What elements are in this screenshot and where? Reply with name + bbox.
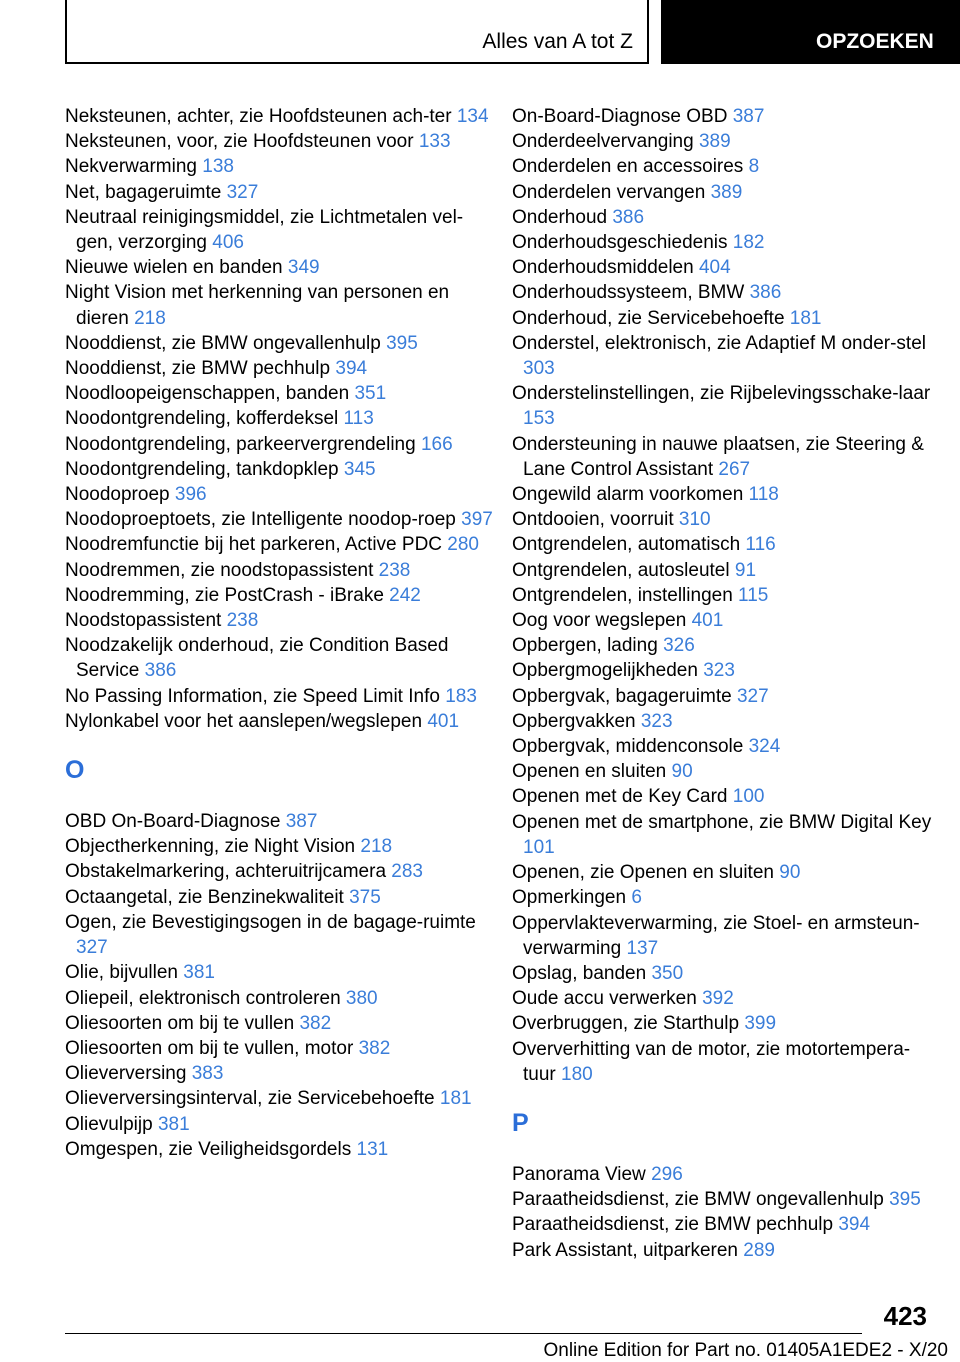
index-entry (512, 1187, 937, 1212)
index-entry-text: Noodremmen, zie noodstopassistent (65, 559, 374, 581)
index-entry (512, 306, 937, 331)
index-entry-text: On-Board-Diagnose OBD (512, 106, 728, 127)
index-entry-text: Openen en sluiten (512, 761, 667, 783)
index-entry (512, 633, 937, 658)
index-entry-page-link[interactable]: 242 (389, 584, 421, 606)
index-entry-page-link[interactable]: 345 (343, 458, 376, 480)
index-entry (65, 1036, 495, 1061)
index-entry-page-link[interactable]: 303 (523, 358, 555, 380)
index-entry-page-link[interactable]: 8 (748, 156, 760, 178)
index-entry (512, 558, 937, 583)
index-entry-page-link[interactable]: 115 (738, 584, 769, 606)
index-entry-page-link[interactable]: 351 (354, 383, 387, 405)
index-entry (512, 1011, 937, 1036)
index-entry-page-link[interactable]: 90 (671, 761, 693, 783)
index-entry-page-link[interactable]: 180 (561, 1063, 593, 1085)
index-column-right (512, 104, 937, 1263)
header-tab-opzoeken[interactable] (661, 0, 960, 64)
index-entry-page-link[interactable]: 395 (889, 1189, 921, 1211)
index-entry-text: Onderhoud, zie Servicebehoefte (512, 307, 785, 329)
footer-edition: Online Edition for Part no. 01405A1EDE2 - X/20 (543, 1340, 948, 1361)
index-entry-text: Onderhoudsgeschiedenis (512, 232, 728, 254)
index-entry-page-link[interactable]: 381 (157, 1113, 190, 1135)
index-entry (65, 684, 495, 709)
index-entry-text: Paraatheidsdienst, zie BMW pechhulp (512, 1214, 834, 1236)
index-entry (512, 331, 937, 381)
index-entry (65, 834, 495, 859)
index-entry-page-link[interactable]: 350 (651, 962, 684, 984)
index-entry-page-link[interactable]: 386 (749, 282, 782, 304)
index-entry-page-link[interactable]: 138 (202, 156, 234, 178)
index-entry-text: Park Assistant, uitparkeren (512, 1239, 738, 1261)
page-number: 423 (883, 1301, 927, 1331)
index-entry (512, 1238, 937, 1263)
index-entry (512, 608, 937, 633)
index-entry-text: Obstakelmarkering, achteruitrijcamera (65, 861, 387, 883)
index-entry-text: Opbergvak, bagageruimte (512, 685, 732, 707)
index-entry-page-link[interactable]: 238 (378, 559, 411, 581)
index-entry (65, 457, 495, 482)
index-entry (512, 658, 937, 683)
index-entry-page-link[interactable]: 389 (710, 181, 743, 203)
index-entry-page-link[interactable]: 310 (678, 509, 711, 531)
index-entry (512, 180, 937, 205)
index-entry-text: Objectherkenning, zie Night Vision (65, 836, 356, 858)
index-entry-page-link[interactable]: 296 (651, 1163, 683, 1185)
index-entry-page-link[interactable]: 153 (523, 408, 555, 430)
index-entry-page-link[interactable]: 133 (418, 131, 451, 153)
index-entry (512, 684, 937, 709)
index-entry-text: Overbruggen, zie Starthulp (512, 1013, 740, 1035)
index-entry-page-link[interactable]: 218 (360, 836, 393, 858)
index-entry-page-link[interactable]: 383 (191, 1063, 224, 1085)
index-entry (65, 381, 495, 406)
index-entry (65, 129, 495, 154)
index-entry-text: Oliepeil, elektronisch controleren (65, 987, 341, 1009)
index-entry (65, 709, 495, 734)
index-entry-text: Onderstelinstellingen, zie Rijbelevingsschake-laar (512, 383, 931, 405)
index-entry-page-link[interactable]: 396 (174, 484, 207, 506)
index-entry-text: Ogen, zie Bevestigingsogen in de bagage-ruimte (65, 911, 476, 933)
index-entry-page-link[interactable]: 382 (358, 1037, 391, 1059)
index-entry (65, 331, 495, 356)
index-entry (65, 205, 495, 255)
header-section-title: Alles van A tot Z (482, 30, 633, 53)
index-entry-text: Noodloopeigenschappen, banden (65, 383, 350, 405)
index-entry-page-link[interactable]: 327 (736, 685, 769, 707)
index-entry (65, 406, 495, 431)
index-column-left (65, 104, 495, 1162)
index-entry-text: Nooddienst, zie BMW ongevallenhulp (65, 332, 381, 354)
index-entry-page-link[interactable]: 380 (345, 987, 378, 1009)
index-entry (65, 809, 495, 834)
index-entry-text: Noodontgrendeling, kofferdeksel (65, 408, 339, 430)
index-entry-page-link[interactable]: 289 (743, 1239, 775, 1261)
index-entry-text: Opmerkingen (512, 887, 627, 909)
index-entry-text: Oliesoorten om bij te vullen (65, 1012, 295, 1034)
index-entry (65, 960, 495, 985)
index-entry-page-link[interactable]: 137 (626, 937, 659, 959)
index-entry-text: Onderdelen en accessoires (512, 156, 744, 178)
index-entry-page-link[interactable]: 326 (663, 635, 695, 657)
index-entry (65, 859, 495, 884)
index-entry-text: Onderdeelvervanging (512, 131, 694, 153)
index-entry (512, 784, 937, 809)
index-letter-o: O (65, 756, 85, 785)
index-entry-text: Olievulpijp (65, 1113, 153, 1135)
index-entry (65, 507, 495, 532)
index-entry (512, 507, 937, 532)
index-entry (65, 356, 495, 381)
index-group-p (512, 1162, 937, 1263)
index-entry (512, 810, 937, 860)
index-entry (512, 734, 937, 759)
index-entry-text: Oog voor wegslepen (512, 610, 687, 632)
index-entry-page-link[interactable]: 283 (391, 861, 423, 883)
index-entry-text: No Passing Information, zie Speed Limit Info (65, 685, 440, 707)
index-entry (65, 532, 495, 557)
index-entry-page-link[interactable]: 327 (76, 937, 108, 959)
index-entry (512, 911, 937, 961)
index-entry-text: Neksteunen, voor, zie Hoofdsteunen voor (65, 131, 414, 153)
index-entry-page-link[interactable]: 386 (612, 206, 645, 228)
index-entry-text: Openen, zie Openen en sluiten (512, 862, 774, 884)
index-entry-text: Nieuwe wielen en banden (65, 257, 283, 279)
index-entry-text: Octaangetal, zie Benzinekwaliteit (65, 886, 344, 908)
index-entry-text: Net, bagageruimte (65, 181, 222, 203)
index-entry-text: Olieverversing (65, 1063, 187, 1085)
index-entry-page-link[interactable]: 387 (285, 811, 318, 833)
index-entry (65, 180, 495, 205)
index-entry-text: Noodoproeptoets, zie Intelligente noodop-roep (65, 509, 456, 531)
index-entry-page-link[interactable]: 166 (420, 433, 453, 455)
index-entry (512, 482, 937, 507)
index-entry (512, 759, 937, 784)
index-entry-text: Onderhoud (512, 206, 608, 228)
index-entry (512, 432, 937, 482)
index-entry-page-link[interactable]: 6 (631, 887, 642, 909)
index-entry-page-link[interactable]: 394 (335, 358, 368, 380)
index-entry (512, 532, 937, 557)
index-entry (512, 1037, 937, 1087)
footer-divider (65, 1333, 862, 1334)
index-entry-text: Oververhitting van de motor, zie motortempera-tuur (512, 1038, 911, 1085)
index-entry (512, 104, 937, 129)
index-entry-text: Noodontgrendeling, tankdopklep (65, 458, 339, 480)
index-entry-page-link[interactable]: 218 (134, 307, 166, 329)
index-entry-text: Ontdooien, voorruit (512, 509, 674, 531)
index-entry-text: Oppervlakteverwarming, zie Stoel- en armsteun-verwarming (512, 912, 920, 959)
index-entry (65, 608, 495, 633)
index-entry (512, 381, 937, 431)
index-entry-text: Panorama View (512, 1163, 646, 1185)
index-entry-page-link[interactable]: 100 (732, 786, 765, 808)
index-entry-text: Onderhoudssysteem, BMW (512, 282, 745, 304)
index-entry (512, 961, 937, 986)
index-entry-page-link[interactable]: 116 (745, 534, 776, 556)
index-group-o-continued (512, 104, 937, 1087)
index-group-n (65, 104, 495, 734)
index-entry-text: Noodstopassistent (65, 610, 222, 632)
index-entry-text: Opbergen, lading (512, 635, 658, 657)
index-entry-text: Night Vision met herkenning van personen en dieren (65, 282, 450, 329)
index-entry-page-link[interactable]: 394 (838, 1214, 871, 1236)
index-entry-page-link[interactable]: 401 (691, 610, 724, 632)
index-entry-text: Ontgrendelen, automatisch (512, 534, 741, 556)
index-entry-text: Neksteunen, achter, zie Hoofdsteunen ach-ter (65, 106, 452, 127)
index-entry-text: Ongewild alarm voorkomen (512, 484, 744, 506)
index-entry (512, 129, 937, 154)
index-entry (65, 432, 495, 457)
index-entry-text: Noodzakelijk onderhoud, zie Condition Based Service (65, 635, 449, 682)
index-entry (512, 255, 937, 280)
index-entry-page-link[interactable]: 324 (748, 736, 781, 758)
index-entry-text: Noodoproep (65, 484, 170, 506)
index-entry-page-link[interactable]: 389 (698, 131, 731, 153)
header-section-box (65, 0, 649, 64)
index-entry (65, 1137, 495, 1162)
index-entry-text: Olieverversingsinterval, zie Servicebehoefte (65, 1088, 435, 1110)
index-entry (65, 1086, 495, 1111)
index-entry (512, 986, 937, 1011)
index-entry-page-link[interactable]: 90 (779, 862, 801, 884)
index-entry-text: Omgespen, zie Veiligheidsgordels (65, 1138, 352, 1160)
header-tab-label: OPZOEKEN (816, 30, 934, 53)
index-entry (65, 1061, 495, 1086)
index-entry-page-link[interactable]: 181 (789, 307, 822, 329)
index-entry-page-link[interactable]: 386 (144, 660, 177, 682)
index-entry-page-link[interactable]: 399 (744, 1013, 777, 1035)
index-entry-page-link[interactable]: 395 (386, 332, 418, 354)
index-entry-page-link[interactable]: 182 (732, 232, 765, 254)
index-entry-page-link[interactable]: 392 (702, 988, 734, 1010)
index-entry-page-link[interactable]: 397 (461, 509, 493, 531)
index-entry-page-link[interactable]: 181 (439, 1088, 472, 1110)
index-entry-page-link[interactable]: 238 (226, 610, 259, 632)
index-entry-page-link[interactable]: 280 (447, 534, 479, 556)
index-entry-text: Noodremfunctie bij het parkeren, Active PDC (65, 534, 443, 556)
index-entry-page-link[interactable]: 134 (456, 106, 489, 127)
index-entry (512, 885, 937, 910)
index-entry (512, 205, 937, 230)
index-entry-page-link[interactable]: 183 (445, 685, 477, 707)
index-entry-text: Nooddienst, zie BMW pechhulp (65, 358, 331, 380)
index-entry (65, 986, 495, 1011)
index-entry-text: Noodremming, zie PostCrash - iBrake (65, 584, 384, 606)
index-entry-page-link[interactable]: 404 (698, 257, 731, 279)
index-entry-text: OBD On-Board-Diagnose (65, 811, 281, 833)
index-entry-text: Onderhoudsmiddelen (512, 257, 694, 279)
index-entry (65, 885, 495, 910)
index-entry (65, 154, 495, 179)
index-entry (512, 230, 937, 255)
index-entry (65, 633, 495, 683)
index-entry-text: Onderstel, elektronisch, zie Adaptief M onder-stel (512, 332, 926, 354)
index-entry-text: Olie, bijvullen (65, 962, 178, 984)
index-entry (512, 583, 937, 608)
index-entry (65, 104, 495, 129)
index-entry (65, 1112, 495, 1137)
index-entry (65, 1011, 495, 1036)
index-entry-page-link[interactable]: 323 (703, 660, 735, 682)
index-entry-text: Opslag, banden (512, 962, 647, 984)
index-entry-text: Nylonkabel voor het aanslepen/wegslepen (65, 710, 423, 732)
index-letter-p: P (512, 1108, 529, 1137)
index-entry (512, 1162, 937, 1187)
index-entry (65, 558, 495, 583)
index-entry-text: Oliesoorten om bij te vullen, motor (65, 1037, 354, 1059)
index-entry-page-link[interactable]: 387 (732, 106, 765, 127)
index-entry (512, 709, 937, 734)
index-entry-page-link[interactable]: 406 (212, 232, 244, 254)
index-entry-text: Openen met de smartphone, zie BMW Digital Key (512, 811, 932, 833)
index-entry-page-link[interactable]: 323 (640, 710, 673, 732)
index-entry-text: Ontgrendelen, autosleutel (512, 559, 730, 581)
index-entry (65, 280, 495, 330)
index-entry-text: Oude accu verwerken (512, 988, 697, 1010)
index-entry-text: Neutraal reinigingsmiddel, zie Lichtmetalen vel-gen, verzorging (65, 206, 464, 254)
index-entry-text: Noodontgrendeling, parkeervergrendeling (65, 433, 416, 455)
index-entry (512, 1212, 937, 1237)
index-entry-page-link[interactable]: 375 (349, 886, 381, 908)
index-entry-text: Openen met de Key Card (512, 786, 728, 808)
index-entry (65, 910, 495, 960)
index-entry (512, 860, 937, 885)
index-entry-text: Opbergmogelijkheden (512, 660, 698, 682)
index-entry-page-link[interactable]: 401 (427, 710, 460, 732)
index-entry-page-link[interactable]: 101 (523, 836, 555, 858)
index-entry-page-link[interactable]: 267 (718, 458, 751, 480)
index-entry-page-link[interactable]: 113 (343, 408, 374, 430)
index-entry-text: Paraatheidsdienst, zie BMW ongevallenhulp (512, 1189, 884, 1211)
index-entry-text: Ontgrendelen, instellingen (512, 584, 733, 606)
index-entry-page-link[interactable]: 381 (183, 962, 215, 984)
index-entry-text: Ondersteuning in nauwe plaatsen, zie Steering & Lane Control Assistant (512, 433, 924, 480)
index-entry-text: Nekverwarming (65, 156, 197, 178)
index-entry-text: Onderdelen vervangen (512, 181, 706, 203)
index-entry-page-link[interactable]: 131 (356, 1138, 389, 1160)
index-group-o (65, 809, 495, 1162)
index-entry (512, 154, 937, 179)
index-entry (65, 255, 495, 280)
index-entry-page-link[interactable]: 91 (734, 559, 757, 581)
index-entry-page-link[interactable]: 382 (299, 1012, 332, 1034)
index-entry (512, 280, 937, 305)
index-entry-text: Opbergvak, middenconsole (512, 736, 744, 758)
index-entry-page-link[interactable]: 118 (748, 484, 779, 506)
index-entry-text: Opbergvakken (512, 710, 636, 732)
index-entry (65, 482, 495, 507)
index-entry-page-link[interactable]: 327 (226, 181, 259, 203)
index-entry (65, 583, 495, 608)
index-entry-page-link[interactable]: 349 (287, 257, 320, 279)
